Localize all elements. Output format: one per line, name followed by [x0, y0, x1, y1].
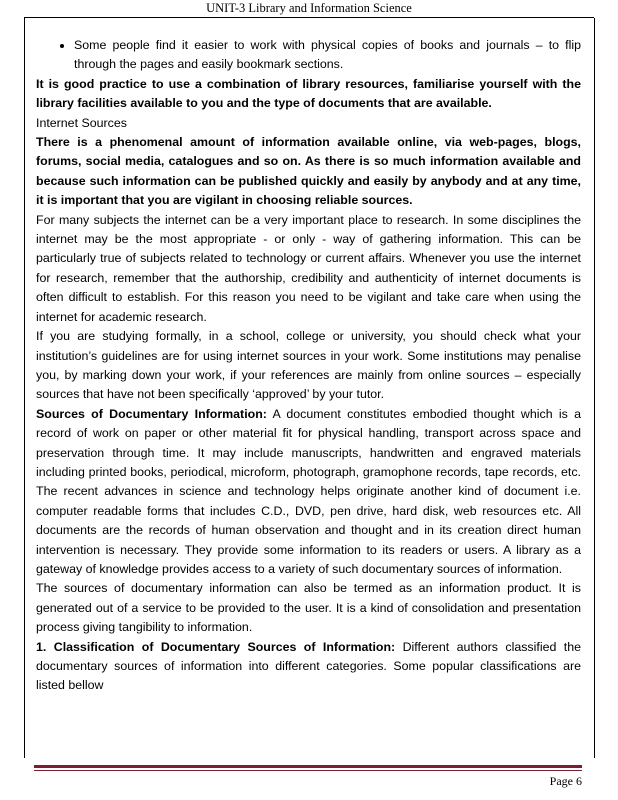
- sources-text: A document constitutes embodied thought which is a record of work on paper or other material fit for physical handling, transport across space and preservation through time. It may include manuscripts, handwritten and engraved materials including printed books, periodical, microform, photograph, gramophone records, tape records, etc. The recent advances in science and technology helps originate another kind of document i.e. computer readable forms that includes C.D., DVD, pen drive, hard disk, web resources etc. All documents are the records of human observation and thought and in its creation direct human intervention is necessary. They provide some information to its readers or users. A library as a gateway of knowledge provides access to a variety of such documentary sources of information.: [36, 406, 581, 576]
- page-body: [36, 36, 581, 696]
- bullet-list: [36, 36, 581, 75]
- formal-study-paragraph: If you are studying formally, in a school, college or university, you should check what your institution’s guidelines are for using internet sources in your work. Some institutions may penalise you, by marking down your work, if your references are mainly from online sources – especially sources that have not been specifically ‘approved’ by your tutor.: [36, 329, 581, 402]
- good-practice-paragraph: It is good practice to use a combination of library resources, familiarise yourself with the library facilities available to you and the type of documents that are available.: [36, 76, 581, 111]
- page-header: UNIT-3 Library and Information Science: [206, 1, 412, 15]
- internet-sources-heading: Internet Sources: [36, 115, 127, 130]
- classification-paragraph: [36, 638, 581, 696]
- classification-text: Different authors classified the documentary sources of information into different categories. Some popular classifications are listed bellow: [36, 639, 581, 693]
- page-number: Page 6: [549, 774, 582, 788]
- information-product-paragraph: The sources of documentary information can also be termed as an information product. It is generated out of a service to be provided to the user. It is a kind of consolidation and presentation process giving tangibility to information.: [36, 581, 581, 635]
- page-frame-right: [594, 18, 595, 758]
- bullet-item: • Some people find it easier to work with physical copies of books and journals – to flip through the pages and easily bookmark sections.: [74, 36, 581, 75]
- internet-intro-paragraph: There is a phenomenal amount of information available online, via web-pages, blogs, forums, social media, catalogues and so on. As there is so much information available and because such information can be published quickly and easily by anybody and at any time, it is important that you are vigilant in choosing reliable sources.: [36, 135, 581, 208]
- header-rule: [24, 17, 594, 18]
- footer-rule-thick: [34, 765, 582, 768]
- sources-label: Sources of Documentary Information:: [36, 406, 267, 421]
- sources-paragraph: [36, 405, 581, 580]
- internet-research-paragraph: For many subjects the internet can be a very important place to research. In some disciplines the internet may be the most appropriate - or only - way of gathering information. This can be particularly true of subjects related to technology or current affairs. Whenever you use the internet for research, remember that the authorship, credibility and authenticity of internet documents is often difficult to establish. For this reason you need to be vigilant and take care when using the internet for academic research.: [36, 212, 581, 324]
- page-frame-left: [24, 18, 25, 758]
- classification-label: 1. Classification of Documentary Sources of Information:: [36, 639, 396, 654]
- footer-rule-thin: [34, 770, 582, 771]
